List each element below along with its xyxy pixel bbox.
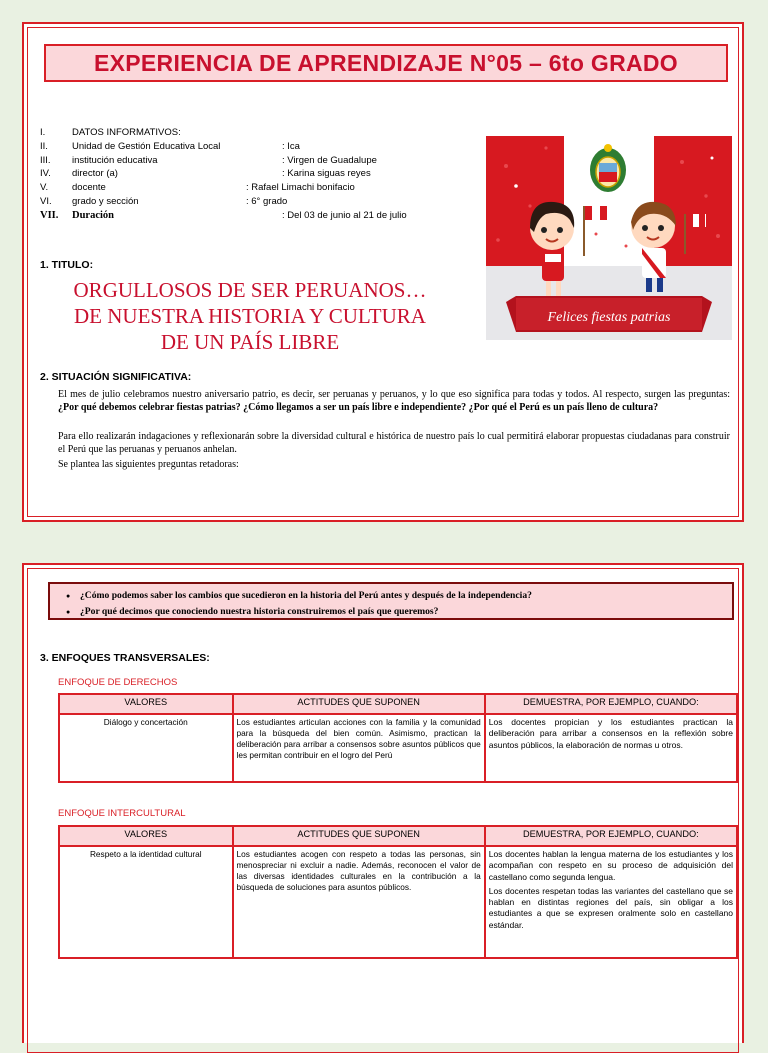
header-demuestra: DEMUESTRA, POR EJEMPLO, CUANDO: [485,694,737,714]
enfoque-intercultural-title: ENFOQUE INTERCULTURAL [58,808,186,819]
situacion-paragraph-2: Para ello realizarán indagaciones y reflexionarán sobre la diversidad cultural e histórica de nuestro país lo cual permitirá elaborar propuestas ciudadanas para construir el Perú que las peruanas y peruanos anhelan. [58,431,730,455]
header-valores: VALORES [59,826,233,846]
header-actitudes: ACTITUDES QUE SUPONEN [233,694,485,714]
title-line: DE NUESTRA HISTORIA Y CULTURA [74,304,426,328]
pregunta-item: ● ¿Por qué decimos que conociendo nuestra historia construiremos el país que queremos? [66,604,732,620]
fiestas-patrias-illustration [486,136,732,340]
document-page-2 [22,563,744,1043]
situacion-heading: 2. SITUACIÓN SIGNIFICATIVA: [40,371,192,383]
table-header-row [59,826,737,846]
enfoque-derechos-table [58,693,738,783]
datos-label: Duración [72,209,114,221]
actitud-cell: Los estudiantes articulan acciones con la familia y la comunidad para la búsqueda del bien común. Asimismo, practican la deliberación para arribar a consensos sobre asuntos públicos que les permitan contribuir en el logro del Perú [233,714,485,782]
header-demuestra: DEMUESTRA, POR EJEMPLO, CUANDO: [485,826,737,846]
datos-label: DATOS INFORMATIVOS: [72,127,181,138]
table-row [59,846,737,958]
ejemplo-paragraph: Los docentes respetan todas las variantes del castellano que se hablan en distintas regiones del país, sin obligar a los estudiantes a que se expresen oralmente solo en castellano estándar. [488,885,733,930]
datos-label: director (a) [72,168,118,180]
datos-value: : Virgen de Guadalupe [282,154,377,166]
datos-num: I. [40,127,46,138]
datos-num: IV. [40,168,51,180]
datos-num: V. [40,182,49,194]
situacion-paragraph-3: Se plantea las siguientes preguntas retadoras: [58,459,239,470]
title-line: ORGULLOSOS DE SER PERUANOS… [73,278,427,302]
datos-label: institución educativa [72,154,158,166]
datos-num: III. [40,154,51,166]
titulo-heading: 1. TITULO: [40,259,94,271]
preguntas-retadoras-box [48,582,734,620]
datos-num: II. [40,140,48,152]
title-box [44,44,728,82]
datos-num: VII. [40,209,59,221]
ejemplo-cell [485,846,737,958]
title-line: DE UN PAÍS LIBRE [160,330,340,354]
pregunta-item: ● ¿Cómo podemos saber los cambios que sucedieron en la historia del Perú antes y después de la independencia? [66,588,732,604]
experience-title [42,277,458,355]
valor-cell: Diálogo y concertación [59,714,233,782]
table-row [59,714,737,782]
illustration-svg [486,136,732,340]
datos-label: grado y sección [72,195,139,207]
datos-label: docente [72,182,106,194]
page-title: EXPERIENCIA DE APRENDIZAJE N°05 – 6to GRADO [93,49,678,76]
datos-value: : Rafael Limachi bonifacio [246,182,355,194]
enfoque-derechos-title: ENFOQUE DE DERECHOS [58,677,178,688]
enfoque-intercultural-table [58,825,738,959]
situacion-questions: ¿Por qué debemos celebrar fiestas patrias? ¿Cómo llegamos a ser un país libre e independiente? ¿Por qué el Perú es un país lleno de cultura? [58,401,659,413]
banner-text: Felices fiestas patrias [547,310,671,325]
datos-label: Unidad de Gestión Educativa Local [72,140,221,152]
enfoques-heading: 3. ENFOQUES TRANSVERSALES: [40,652,210,664]
ejemplo-cell: Los docentes propician y los estudiantes practican la deliberación para arribar a consensos en la reflexión sobre asuntos públicos, la elaboración de normas u otros. [485,714,737,782]
datos-num: VI. [40,195,52,207]
table-header-row [59,694,737,714]
header-valores: VALORES [59,694,233,714]
datos-value: : Karina siguas reyes [282,168,371,180]
header-actitudes: ACTITUDES QUE SUPONEN [233,826,485,846]
document-page-1 [22,22,744,522]
actitud-cell: Los estudiantes acogen con respeto a todas las personas, sin menospreciar ni excluir a nadie. Además, reconocen el valor de las diversas identidades culturales en la contribución a la búsqueda de soluciones para asuntos públicos. [233,846,485,958]
situacion-paragraph-1 [58,389,730,414]
datos-value: : Ica [282,140,300,152]
ejemplo-paragraph: Los docentes hablan la lengua materna de los estudiantes y los acompañan con respeto en su proceso de adquisición del castellano como segunda lengua. [488,849,733,882]
datos-value: : Del 03 de junio al 21 de julio [282,209,407,221]
situacion-text: El mes de julio celebramos nuestro aniversario patrio, es decir, ser peruanas y peruanos, y lo que eso significa para todas y todos. Al respecto, surgen las preguntas: [58,389,730,400]
datos-value: : 6° grado [246,195,288,207]
valor-cell: Respeto a la identidad cultural [59,846,233,958]
